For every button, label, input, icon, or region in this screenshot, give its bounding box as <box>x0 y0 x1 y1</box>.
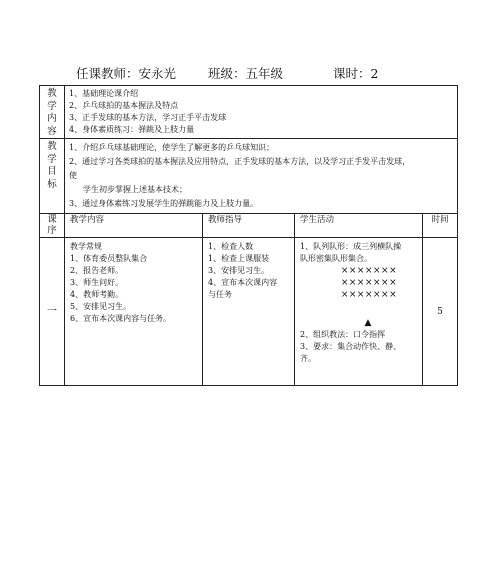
lesson-hours: 课时：2 <box>333 66 379 81</box>
list-item: 与任务 <box>208 290 232 299</box>
list-item: 1、检查人数 <box>208 242 254 251</box>
table-row <box>40 238 458 386</box>
formation-row: ××××××× <box>340 266 398 276</box>
list-item: 3、通过身体素练习发展学生的弹跳能力及上肢力量。 <box>69 199 259 208</box>
goals-section-row <box>40 139 458 214</box>
seq-cell: 一 <box>40 238 65 386</box>
content-section-row <box>40 86 458 139</box>
lesson-header <box>0 64 500 84</box>
student-header: 学生活动 <box>295 214 423 238</box>
list-item: 3、师生问好。 <box>70 278 124 287</box>
list-item: 3、正手发球的基本方法，学习正手平击发球 <box>69 113 227 122</box>
list-item: 5、安排见习生。 <box>70 302 132 311</box>
list-item: 2、乒乓球拍的基本握法及特点 <box>69 101 179 110</box>
lesson-plan-table <box>39 85 458 386</box>
content-cell <box>65 238 203 386</box>
goals-section-label: 教 学 目 标 <box>40 139 65 214</box>
list-item: 1、检查上课服装 <box>208 254 270 263</box>
list-item: 使 <box>69 171 77 180</box>
class-name: 班级：五年级 <box>208 66 284 81</box>
seq-header: 课 序 <box>40 214 65 238</box>
goals-section-list <box>65 139 458 214</box>
list-item: 6、宣布本次课内容与任务。 <box>70 314 172 323</box>
student-cell <box>295 238 423 386</box>
teacher-cell <box>203 238 295 386</box>
formation-row: ××××××× <box>340 278 398 288</box>
student-intro-line: 1、队列队形：成三列横队操 <box>300 242 402 251</box>
formation-row: ××××××× <box>340 290 398 300</box>
list-item: 2、组织教法：口令指挥 <box>300 330 386 339</box>
list-item: 4、宣布本次课内容 <box>208 278 278 287</box>
list-item: 1、介绍乒乓球基础理论，使学生了解更多的乒乓球知识； <box>69 143 275 152</box>
content-section-label: 教 学 内 容 <box>40 86 65 139</box>
list-item: 学生初步掌握上述基本技术； <box>83 185 187 194</box>
list-item: 1、基础理论课介绍 <box>69 89 139 98</box>
list-item: 4、身体素质练习：弹跳及上肢力量 <box>69 125 195 134</box>
time-cell: 5 <box>423 238 458 386</box>
schedule-header-row <box>40 214 458 238</box>
teacher-name: 任课教师：安永光 <box>76 66 177 81</box>
content-section-list <box>65 86 458 139</box>
list-item: 教学常规 <box>70 242 102 251</box>
list-item: 2、报告老师。 <box>70 266 124 275</box>
content-header: 教学内容 <box>65 214 203 238</box>
list-item: 3、安排见习生。 <box>208 266 270 275</box>
teacher-header: 教师指导 <box>203 214 295 238</box>
time-header: 时间 <box>423 214 458 238</box>
list-item: 3、要求：集合动作快、静、 <box>300 342 402 351</box>
list-item: 4、教师考勤。 <box>70 290 124 299</box>
list-item: 1、体育委员整队集合 <box>70 254 148 263</box>
list-item: 2、通过学习各类球拍的基本握法及应用特点，正手发球的基本方法，以及学习正手发平击发球， <box>69 157 411 166</box>
student-intro-line: 队形密集队形集合。 <box>300 254 372 263</box>
teacher-position-marker: ▲ <box>364 318 372 328</box>
list-item: 齐。 <box>300 354 316 363</box>
